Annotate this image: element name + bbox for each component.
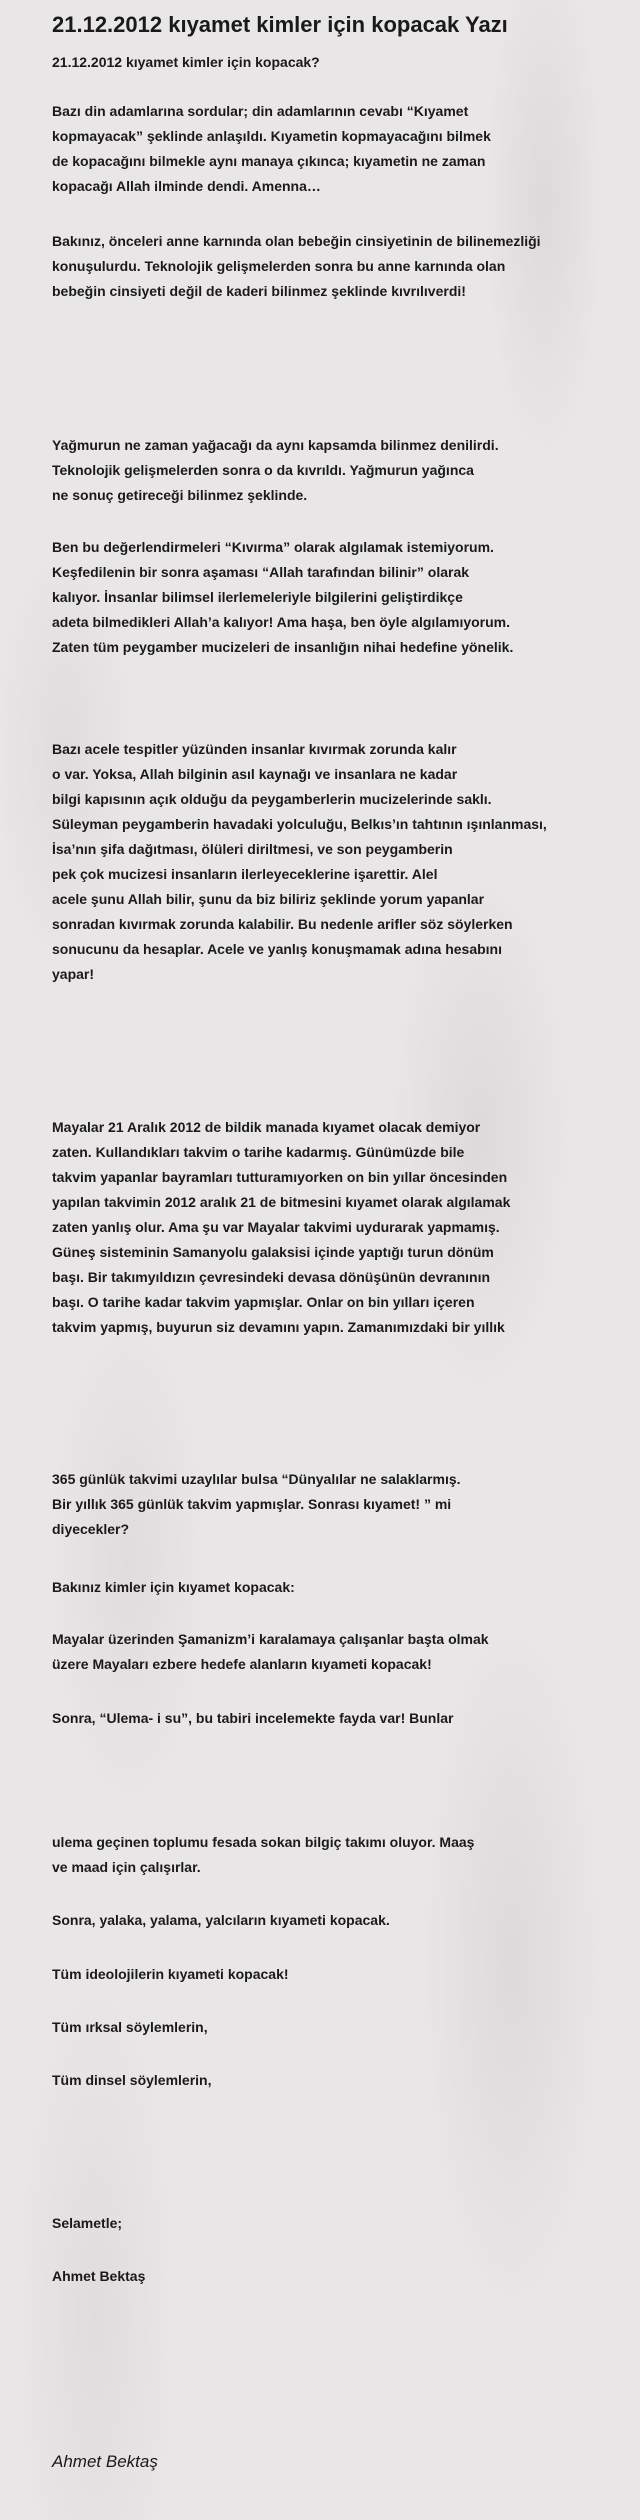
paragraph-8: Bakınız kimler için kıyamet kopacak: bbox=[52, 1579, 295, 1595]
paragraph-9: Mayalar üzerinden Şamanizm’i karalamaya çalışanlar başta olmak üzere Mayaları ezbere hedefe alanların kıyameti kopacak! bbox=[52, 1631, 489, 1672]
paragraph-12: Sonra, yalaka, yalama, yalcıların kıyameti kopacak. bbox=[52, 1912, 390, 1928]
paragraph-14: Tüm ırksal söylemlerin, bbox=[52, 2019, 208, 2035]
paragraph-11: ulema geçinen toplumu fesada sokan bilgiç takımı oluyor. Maaş ve maad için çalışırlar. bbox=[52, 1834, 475, 1875]
paragraph-1: Bazı din adamlarına sordular; din adamlarının cevabı “Kıyamet kopmayacak” şeklinde anlaşıldı. Kıyametin kopmayacağını bilmek de kopacağını bilmekle aynı manaya çıkınca; kıyametin ne zaman kopacağı Allah ilminde dendi. Amenna… bbox=[52, 103, 491, 194]
paragraph-3: Yağmurun ne zaman yağacağı da aynı kapsamda bilinmez denilirdi. Teknolojik gelişmelerden sonra o da kıvrıldı. Yağmurun yağınca ne sonuç getireceği bilinmez şeklinde. bbox=[52, 437, 499, 503]
author-name: Ahmet Bektaş bbox=[52, 2268, 146, 2284]
article-subtitle: 21.12.2012 kıyamet kimler için kopacak? bbox=[52, 54, 320, 70]
paragraph-15: Tüm dinsel söylemlerin, bbox=[52, 2072, 212, 2088]
paragraph-7: 365 günlük takvimi uzaylılar bulsa “Dünyalılar ne salaklarmış. Bir yıllık 365 günlük takvim yapmışlar. Sonrası kıyamet! ” mi diyecekler? bbox=[52, 1471, 461, 1537]
author-signature: Ahmet Bektaş bbox=[52, 2452, 158, 2471]
paragraph-2: Bakınız, önceleri anne karnında olan bebeğin cinsiyetinin de bilinemezliği konuşulurdu. Teknolojik gelişmelerden sonra bu anne karnında olan bebeğin cinsiyeti değil de kaderi bilinmez şeklinde kıvrılıverdi! bbox=[52, 233, 541, 299]
paragraph-13: Tüm ideolojilerin kıyameti kopacak! bbox=[52, 1966, 289, 1982]
paragraph-4: Ben bu değerlendirmeleri “Kıvırma” olarak algılamak istemiyorum. Keşfedilenin bir sonra aşaması “Allah tarafından bilinir” olarak kalıyor. İnsanlar bilimsel ilerlemeleriyle bilgilerini geliştirdikçe adeta bilmedikleri Allah’a kalıyor! Ama haşa, ben öyle algılamıyorum. Zaten tüm peygamber mucizeleri de insanlığın nihai hedefine yönelik. bbox=[52, 539, 514, 655]
closing-greeting: Selametle; bbox=[52, 2215, 123, 2231]
paragraph-6: Mayalar 21 Aralık 2012 de bildik manada kıyamet olacak demiyor zaten. Kullandıkları takvim o tarihe kadarmış. Günümüzde bile takvim yapanlar bayramları tutturamıyorken on bin yıllar öncesinden yapılan takvimin 2012 aralık 21 de bitmesini kıyamet olarak algılamak zaten yanlış olur. Ama şu var Mayalar takvimi uydurarak yapmamış. Güneş sisteminin Samanyolu galaksisi içinde yaptığı turun dönüm başı. Bir takımyıldızın çevresindeki devasa dönüşünün devranının başı. O tarihe kadar takvim yapmışlar. Onlar on bin yılları içeren takvim yapmış, buyurun siz devamını yapın. Zamanımızdaki bir yıllık bbox=[52, 1119, 511, 1335]
paragraph-5: Bazı acele tespitler yüzünden insanlar kıvırmak zorunda kalır o var. Yoksa, Allah bilginin asıl kaynağı ve insanlara ne kadar bilgi kapısının açık olduğu da peygamberlerin mucizelerinde saklı. Süleyman peygamberin havadaki yolculuğu, Belkıs’ın tahtının ışınlanması, İsa’nın şifa dağıtması, ölüleri diriltmesi, ve son peygamberin pek çok mucizesi insanların ilerleyeceklerine işarettir. Alel acele şunu Allah bilir, şunu da biz biliriz şeklinde yorum yapanlar sonradan kıvırmak zorunda kalabilir. Bu nedenle arifler söz söylerken sonucunu da hesaplar. Acele ve yanlış konuşmamak adına hesabını yapar! bbox=[52, 741, 547, 982]
paragraph-10: Sonra, “Ulema- i su”, bu tabiri incelemekte fayda var! Bunlar bbox=[52, 1710, 454, 1726]
article-title: 21.12.2012 kıyamet kimler için kopacak Yazı bbox=[52, 12, 508, 37]
